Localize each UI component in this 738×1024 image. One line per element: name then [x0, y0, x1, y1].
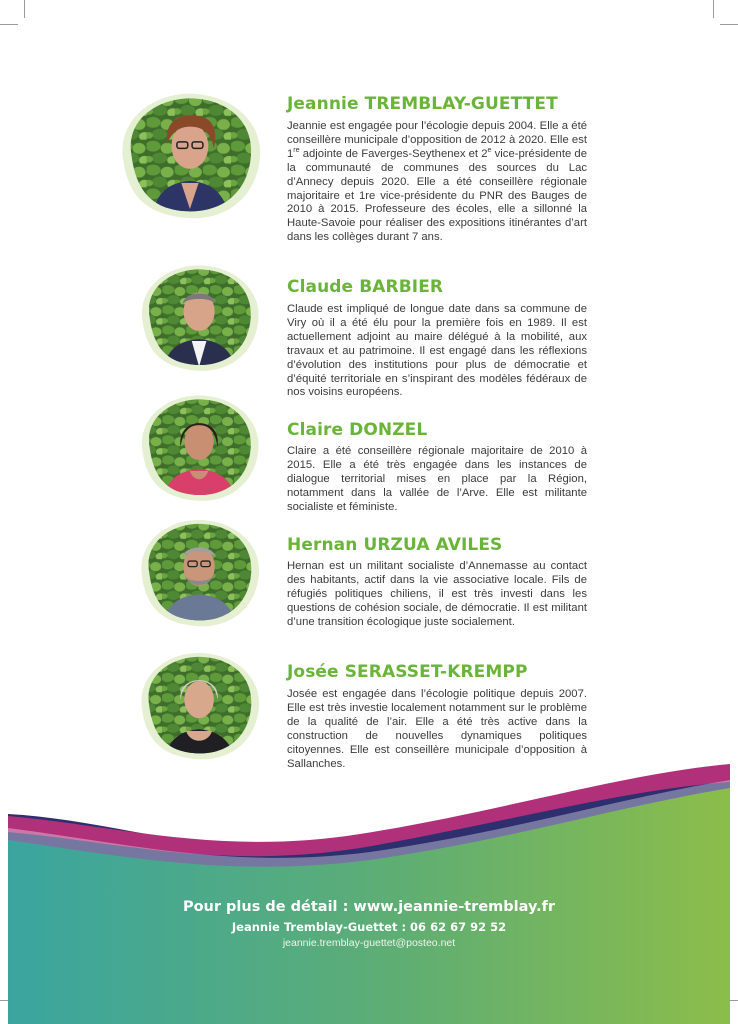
person-name — [287, 662, 528, 682]
person-bio: Josée est engagée dans l’écologie politique depuis 2007. Elle est très investie localement notamment sur le problème de la qualité de l’air. Elle a été très active dans la construction de nouvelles dynamiques politiques citoyennes. Elle est conseillère municipale d’opposition à Sallanches. — [287, 688, 587, 770]
person-bio: Hernan est un militant socialiste d’Annemasse au contact des habitants, actif dans la vie associative locale. Fils de réfugiés politiques chiliens, il est très investi dans les questions de cohésion sociale, de démocratie. Il est militant d’une transition écologique juste socialement. — [287, 560, 587, 628]
crop-mark — [720, 24, 738, 25]
footer-contact-line: Jeannie Tremblay-Guettet : 06 62 67 92 52 — [231, 920, 507, 934]
person-name — [287, 94, 558, 114]
footer-email: jeannie.tremblay-guettet@posteo.net — [282, 937, 456, 949]
person-bio: Jeannie est engagée pour l’écologie depuis 2004. Elle a été conseillère municipale d’opposition de 2012 à 2020. Elle est 1re adjointe de Faverges-Seythenex et 2e vice-présidente de la communauté de communes des sources du Lac d’Annecy depuis 2020. Elle a été conseillère régionale majoritaire et 1re vice-présidente du PNR des Bauges de 2010 à 2015. Professeure des écoles, elle a sillonné la Haute-Savoie pour réaliser des expositions itinérantes d’art dans les collèges durant 7 ans. — [287, 120, 587, 244]
first-name: Claire — [287, 420, 344, 440]
last-name: SERASSET-KREMPP — [344, 662, 528, 682]
footer-website-line: Pour plus de détail : www.jeannie-tremblay.fr — [182, 899, 556, 915]
portrait-photo — [118, 92, 264, 222]
last-name: URZUA AVILES — [363, 535, 503, 555]
first-name: Jeannie — [287, 94, 359, 114]
crop-mark — [24, 0, 25, 18]
last-name: TREMBLAY-GUETTET — [364, 94, 558, 114]
portrait-photo — [138, 264, 262, 374]
person-bio: Claire a été conseillère régionale majoritaire de 2010 à 2015. Elle a été très engagée dans les instances de dialogue territorial mises en place par la Région, notamment dans la vallée de l’Arve. Elle est militante socialiste et féministe. — [287, 445, 587, 513]
crop-mark — [713, 0, 714, 18]
person-bio: Claude est impliqué de longue date dans sa commune de Viry où il a été élu pour la première fois en 1989. Il est actuellement adjoint au maire délégué à la mobilité, aux travaux et au patrimoine. Il est engagé dans les réflexions d’évolution des institutions pour plus de démocratie et d’équité territoriale en s’inspirant des modèles fédéraux de nos voisins européens. — [287, 303, 587, 399]
person-name — [287, 535, 502, 555]
person-name — [287, 277, 443, 297]
person-name — [287, 420, 427, 440]
footer-wave-background — [0, 760, 738, 1024]
crop-mark — [0, 24, 18, 25]
last-name: BARBIER — [359, 277, 444, 297]
portrait-photo — [138, 394, 262, 504]
portrait-photo — [138, 517, 262, 631]
portrait-photo — [138, 651, 262, 763]
first-name: Josée — [287, 662, 339, 682]
first-name: Hernan — [287, 535, 358, 555]
last-name: DONZEL — [349, 420, 428, 440]
first-name: Claude — [287, 277, 354, 297]
